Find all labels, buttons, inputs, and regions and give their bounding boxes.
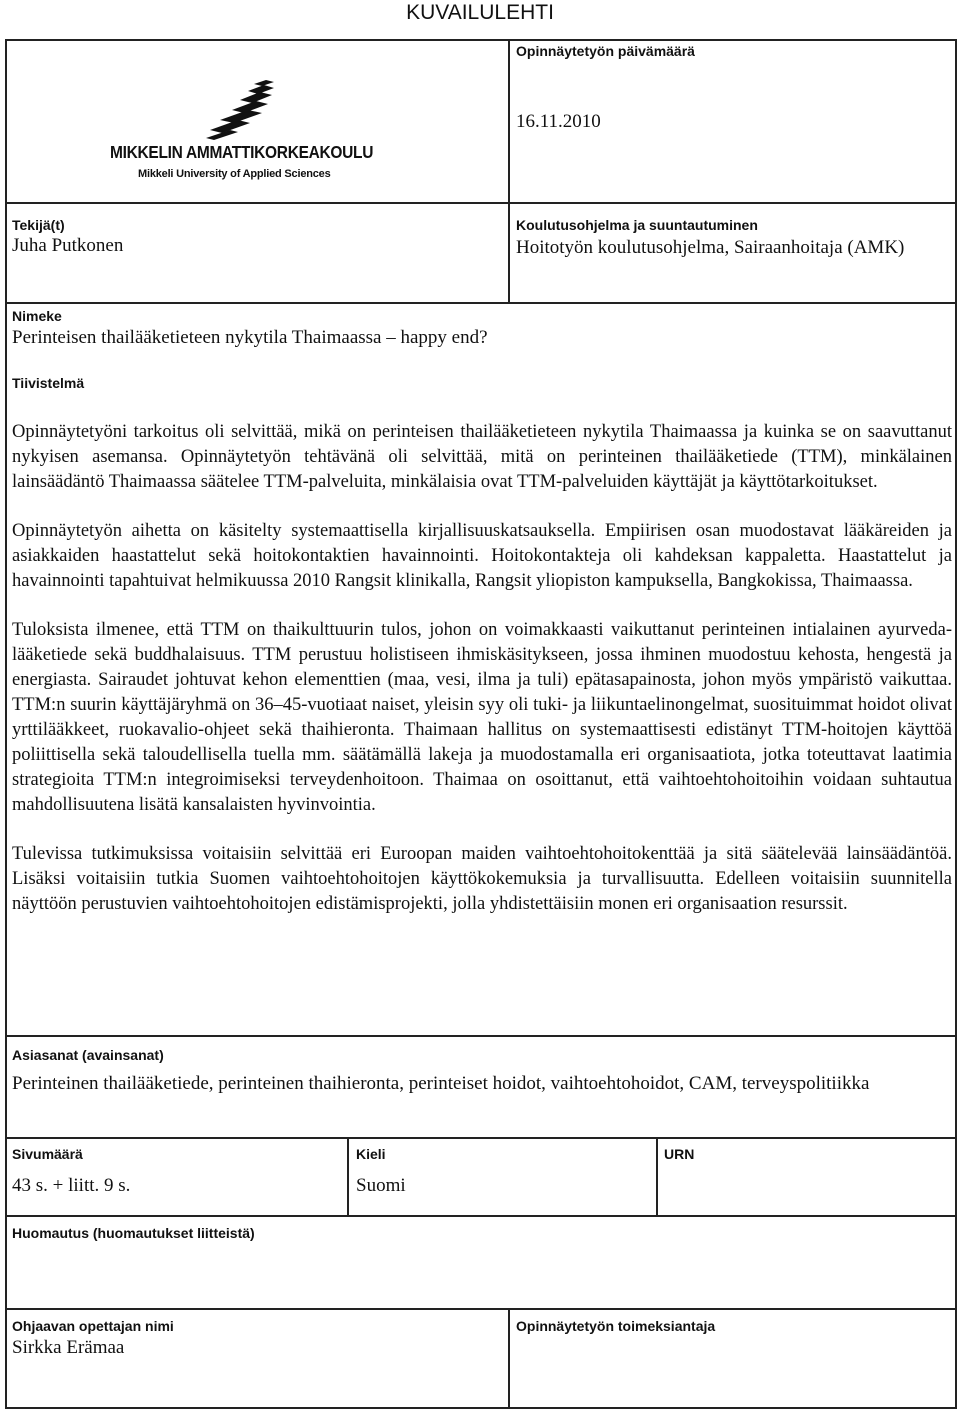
abstract-paragraph: Tulevissa tutkimuksissa voitaisiin selvittää eri Euroopan maiden vaihtoehtohoitokenttää ja sitä säätelevää lainsäädäntöä. Lisäksi voitaisiin tutkia Suomen vaihtoehtohoitojen käyttökokemuksia ja turvallisuutta. Edelleen voitaisiin suunnitella näyttöön perustuvien vaihtoehtohoitojen edistämisprojekti, jolla yhdistettäisiin monen eri organisaation resurssit. [12, 844, 952, 914]
keywords-value: Perinteinen thailääketiede, perinteinen thaihieronta, perinteiset hoidot, vaihtoehtohoidot, CAM, terveyspolitiikka [12, 1073, 870, 1094]
authors-value: Juha Putkonen [12, 235, 124, 256]
language-label: Kieli [356, 1146, 386, 1162]
supervisor-value: Sirkka Erämaa [12, 1337, 125, 1358]
pages-label: Sivumäärä [12, 1146, 83, 1162]
abstract-label: Tiivistelmä [12, 375, 85, 391]
divider-keywords [6, 1035, 956, 1037]
abstract-paragraph: Tuloksista ilmenee, että TTM on thaikulttuurin tulos, johon on voimakkaasti vaikuttanut perinteinen intialainen ayurveda-lääketiede sekä buddhalaisuus. TTM perustuu holistiseen ihmiskäsitykseen, jossa ihminen muodostuu kehosta, hengestä ja energiasta. Sairaudet johtuvat kehon elementtien (maa, vesi, ilma ja tuli) epätasapainosta, johon myös ympäristö vaikuttaa. TTM:n suurin käyttäjäryhmä on 36–45-vuotiaat naiset, yleisin syy oli tuki- ja liikuntaelinongelmat, suosituimmat hoidot olivat yrttilääkkeet, ruokavalio-ohjeet sekä thaihieronta. Thaimaan hallitus on systemaattisesti edistänyt TTM-hoitojen käyttöä poliittisella sekä taloudellisella tuella mm. säätämällä lakeja ja muodostamalla eri organisaatiota, jotka toteuttavat laatimia strategioita TTM:n integroimiseksi terveydenhoitoon. Thaimaa on osoittanut, että vaihtoehtohoitoihin voidaan suhtautua mahdollisuutena lisätä kansalaisten hyvinvointia. [12, 620, 952, 815]
logo-subtitle: Mikkeli University of Applied Sciences [138, 168, 331, 180]
pages-value: 43 s. + liitt. 9 s. [12, 1175, 131, 1196]
divider-top-vertical [508, 40, 510, 303]
logo-emblem-icon [110, 80, 370, 140]
commissioner-label: Opinnäytetyön toimeksiantaja [516, 1318, 716, 1334]
divider-supervisor-v [508, 1309, 510, 1408]
abstract-paragraph: Opinnäytetyön aihetta on käsitelty systemaattisella kirjallisuuskatsauksella. Empiirisen osan muodostavat lääkäreiden ja asiakkaiden haastattelut sekä hoitokontaktien havainnointi. Hoitokontakteja oli kahdeksan kappaletta. Haastattelut ja havainnointi tapahtuivat helmikuussa 2010 Rangsit klinikalla, Rangsit yliopiston kampuksella, Bangkokissa, Thaimaassa. [12, 521, 952, 591]
language-value: Suomi [356, 1175, 406, 1196]
divider-title [6, 302, 956, 304]
divider-meta-v1 [347, 1138, 349, 1216]
abstract-body [12, 420, 952, 941]
notes-label: Huomautus (huomautukset liitteistä) [12, 1225, 255, 1241]
date-value: 16.11.2010 [516, 111, 601, 132]
keywords-label: Asiasanat (avainsanat) [12, 1047, 164, 1063]
divider-meta [6, 1137, 956, 1139]
supervisor-label: Ohjaavan opettajan nimi [12, 1318, 174, 1334]
programme-value: Hoitotyön koulutusohjelma, Sairaanhoitaja (AMK) [516, 237, 905, 258]
divider-notes [6, 1215, 956, 1217]
school-logo [110, 80, 374, 190]
divider-supervisor [6, 1308, 956, 1310]
title-label: Nimeke [12, 308, 62, 324]
page-title: KUVAILULEHTI [406, 1, 554, 24]
divider-header [6, 202, 956, 204]
date-label: Opinnäytetyön päivämäärä [516, 43, 695, 59]
logo-name: MIKKELIN AMMATTIKORKEAKOULU [110, 143, 374, 163]
authors-label: Tekijä(t) [12, 217, 65, 233]
title-value: Perinteisen thailääketieteen nykytila Thaimaassa – happy end? [12, 327, 488, 348]
abstract-paragraph: Opinnäytetyöni tarkoitus oli selvittää, mikä on perinteisen thailääketieteen nykytila Thaimaassa ja kuinka se on saavuttanut nykyisen asemansa. Opinnäytetyön tehtävänä oli selvittää, mitä on perinteinen thailääketiede (TTM), minkälainen lainsäädäntö Thaimaassa säätelee TTM-palveluita, minkälaisia ovat TTM-palveluiden käyttäjät ja käyttötarkoitukset. [12, 422, 952, 492]
urn-label: URN [664, 1146, 695, 1162]
divider-meta-v2 [656, 1138, 658, 1216]
programme-label: Koulutusohjelma ja suuntautuminen [516, 217, 758, 233]
